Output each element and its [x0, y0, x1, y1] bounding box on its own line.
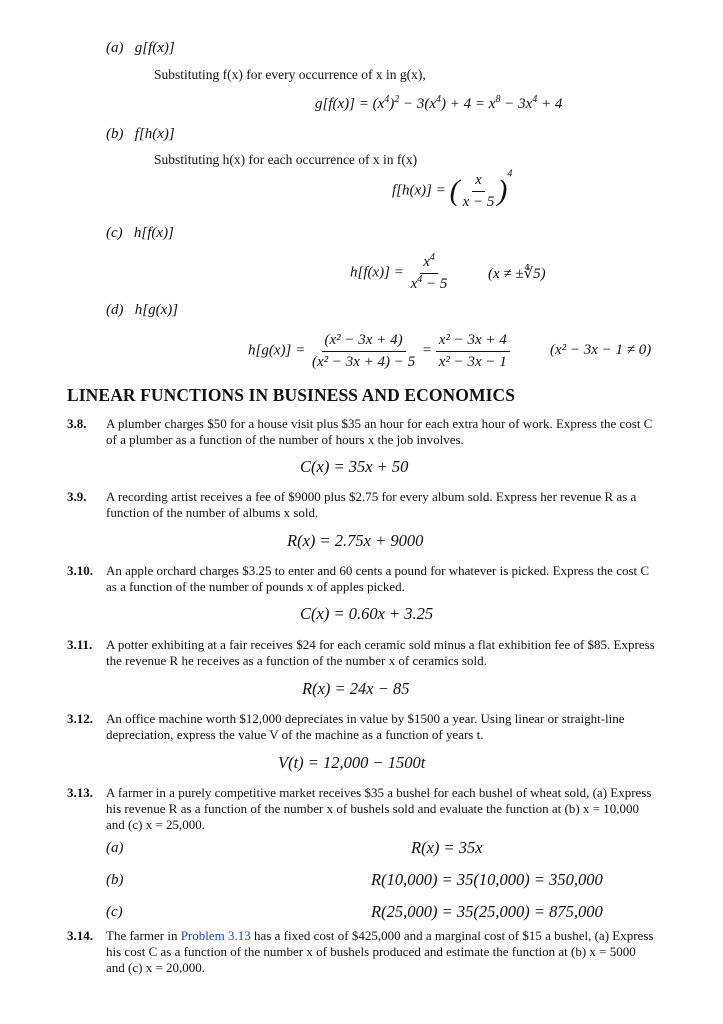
problem-3-13-link[interactable]: Problem 3.13: [180, 928, 251, 943]
section-title: LINEAR FUNCTIONS IN BUSINESS AND ECONOMICS: [67, 385, 516, 405]
problem-text: The farmer in Problem 3.13 has a fixed cost of $425,000 and a marginal cost of $15 a bushel, (a) Express his cost C as a function of the number x of bushels produced and estimate the function at (b) x = 5000 and (c) x = 20,000.: [106, 928, 654, 975]
part-expression: h[g(x)]: [134, 302, 179, 318]
problem-text: A plumber charges $50 for a house visit plus $35 an hour for each extra hour of work. Express the cost C of a plumber as a function of the number of hours x the job involves.: [106, 416, 653, 447]
part-c-heading: [106, 225, 174, 242]
part-label: (d): [106, 302, 124, 318]
problem-number: 3.14.: [67, 928, 93, 943]
part-c-condition: (x ≠ ±∜5): [488, 266, 546, 282]
part-a-heading: [106, 40, 175, 57]
part-expression: g[f(x)]: [134, 40, 175, 56]
part-label: (c): [106, 225, 123, 241]
problem-text: A farmer in a purely competitive market receives $35 a bushel for each bushel of wheat sold, (a) Express his revenue R as a function of the number x of bushels sold and evaluate the function at (b) x = 10,000 and (c) x = 25,000.: [106, 785, 652, 832]
part-expression: h[f(x)]: [133, 225, 174, 241]
problem-number: 3.13.: [67, 785, 93, 800]
part-a-equation: $g[f(x)] = (x^4)^2 - 3(x^4) + 4 = x^8 - 3x^4 + 4$: [315, 94, 563, 112]
part-a-description: Substituting f(x) for every occurrence of x in g(x),: [154, 67, 426, 82]
part-d-heading: [106, 302, 178, 319]
problem-number: 3.11.: [67, 637, 93, 652]
problem-equation: C(x) = 0.60x + 3.25: [300, 604, 434, 623]
problem-text: An apple orchard charges $3.25 to enter and 60 cents a pound for whatever is picked. Express the cost C as a function of the number of pounds x of apples picked.: [106, 563, 650, 594]
problem-text: A recording artist receives a fee of $9000 plus $2.75 for every album sold. Express her revenue R as a function of the number of albums x sold.: [106, 489, 637, 520]
problem-text: An office machine worth $12,000 depreciates in value by $1500 a year. Using linear or straight-line depreciation, express the value V of the machine as a function of years t.: [106, 711, 625, 742]
part-label: (b): [106, 126, 124, 142]
problem-number: 3.9.: [67, 489, 87, 504]
part-label: (a): [106, 840, 124, 856]
problem-equation: C(x) = 35x + 50: [300, 457, 409, 476]
part-b-heading: [106, 126, 175, 143]
problem-number: 3.12.: [67, 711, 93, 726]
problem-number: 3.8.: [67, 416, 87, 431]
problem-equation: V(t) = 12,000 − 1500t: [278, 753, 426, 772]
problem-number: 3.10.: [67, 563, 93, 578]
part-label: (a): [106, 40, 124, 56]
part-c-equation: h[f(x)] = $\frac{x^4}{x^4 - 5}$: [350, 252, 448, 292]
part-label: (b): [106, 872, 124, 888]
problem-equation: R(10,000) = 35(10,000) = 350,000: [371, 870, 603, 889]
part-b-description: Substituting h(x) for each occurrence of x in f(x): [154, 152, 418, 167]
problem-equation: R(x) = 35x: [411, 838, 483, 857]
part-b-equation: f[h(x)] = ( $\frac{x}{x - 5}$ )$^4$: [392, 168, 513, 210]
part-label: (c): [106, 904, 123, 920]
part-d-equation: h[g(x)] = $\frac{\text{(x² − 3x + 4)}}{\text{(x² − 3x + 4) − 5}}$ = $\frac{\text{x² − 3x + 4}}{\text{x² − 3x − 1}}$: [248, 332, 510, 370]
problem-equation: R(25,000) = 35(25,000) = 875,000: [371, 902, 603, 921]
problem-equation: R(x) = 24x − 85: [302, 679, 410, 698]
problem-equation: R(x) = 2.75x + 9000: [287, 531, 424, 550]
problem-text: A potter exhibiting at a fair receives $24 for each ceramic sold minus a flat exhibition fee of $85. Express the revenue R he receives as a function of the number x of ceramics sold.: [106, 637, 655, 668]
part-d-condition: (x² − 3x − 1 ≠ 0): [550, 342, 652, 358]
part-expression: f[h(x)]: [134, 126, 175, 142]
